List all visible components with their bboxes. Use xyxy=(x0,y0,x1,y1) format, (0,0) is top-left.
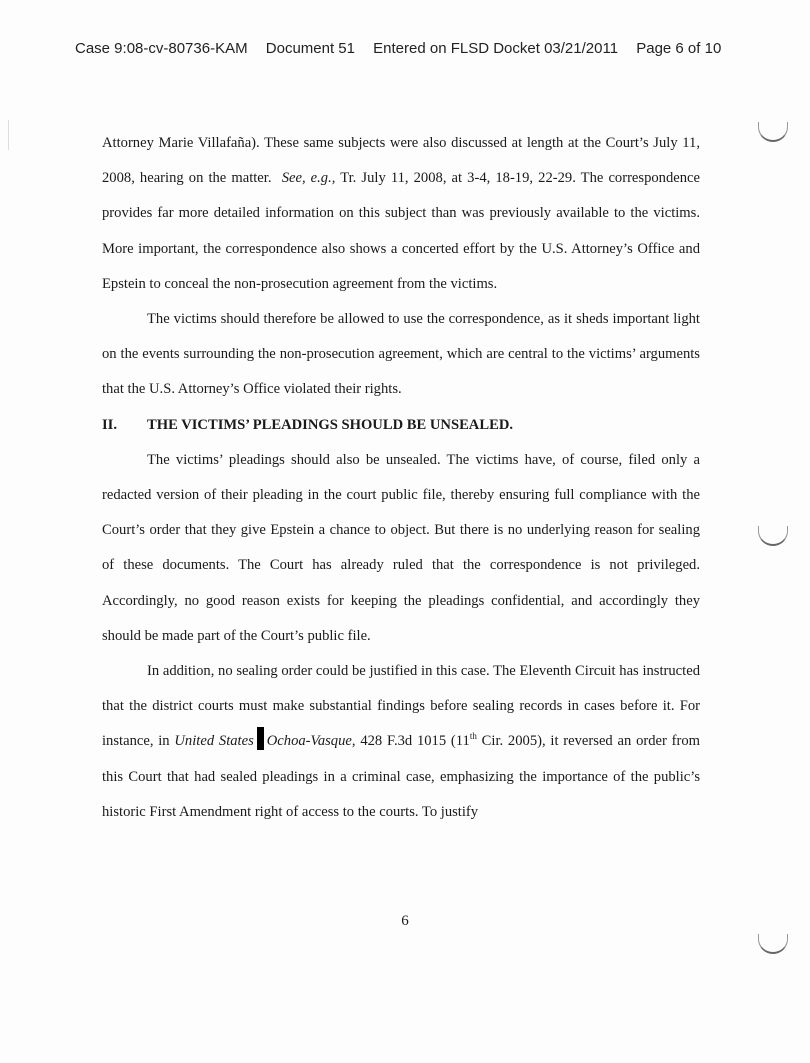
page-number: 6 xyxy=(401,913,409,929)
punch-hole-middle xyxy=(758,526,788,546)
citation-signal: See, e.g., xyxy=(281,170,336,187)
page-edge-mark xyxy=(8,120,9,150)
document-body xyxy=(102,126,700,830)
section-number: II. xyxy=(102,416,118,433)
redaction-bar xyxy=(257,727,264,750)
paragraph-text: Cir. 2005), it reversed an order from this Court that had sealed pleadings in a criminal case, emphasizing the importance of the public’s historic First Amendment right of access to the courts. To justify xyxy=(102,733,701,820)
paragraph-text: In addition, no sealing order could be justified in this case. The Eleventh Circuit has instructed that the district courts must make substantial findings before sealing records in cases before it. For instance, in xyxy=(102,663,700,750)
document-number: Document 51 xyxy=(265,40,355,57)
case-number: Case 9:08-cv-80736-KAM xyxy=(75,40,248,57)
section-title: THE VICTIMS’ PLEADINGS SHOULD BE UNSEALED. xyxy=(147,416,514,433)
paragraph-victims-correspondence: The victims should therefore be allowed to use the correspondence, as it sheds important light on the events surrounding the non-prosecution agreement, which are central to the victims’ arguments that the U.S. Attorney’s Office violated their rights. xyxy=(102,311,700,398)
paragraph-text: , 428 F.3d 1015 (11 xyxy=(351,733,470,750)
paragraph-text: Tr. July 11, 2008, at 3-4, 18-19, 22-29. The correspondence provides far more detailed information on this subject than was previously available to the victims. More important, the correspondence also shows a concerted effort by the U.S. Attorney’s Office and Epstein to conceal the non-prosecution agreement from the victims. xyxy=(102,170,701,292)
page-of: Page 6 of 10 xyxy=(636,40,722,57)
docket-entry: Entered on FLSD Docket 03/21/2011 xyxy=(373,40,619,57)
paragraph-sealing-order xyxy=(102,654,700,830)
docket-header xyxy=(75,40,755,57)
paragraph-unsealed: The victims’ pleadings should also be unsealed. The victims have, of course, filed only a redacted version of their pleading in the court public file, thereby ensuring full compliance with the Court’s order that they give Epstein a chance to object. But there is no underlying reason for sealing of these documents. The Court has already ruled that the correspondence is not privileged. Accordingly, no good reason exists for keeping the pleadings confidential, and accordingly they should be made part of the Court’s public file. xyxy=(102,451,700,644)
case-name-part: Ochoa-Vasque xyxy=(266,733,352,750)
case-name-part: United States xyxy=(174,733,254,750)
punch-hole-top xyxy=(758,122,788,142)
paragraph-text: Attorney Marie Villafaña). These same subjects were also discussed at length at the Court’s July 11, 2008, hearing on the matter. xyxy=(102,135,700,187)
ordinal-suffix: th xyxy=(469,731,477,742)
paragraph-continuation xyxy=(102,126,700,302)
punch-hole-bottom xyxy=(758,934,788,954)
section-heading xyxy=(102,408,700,443)
